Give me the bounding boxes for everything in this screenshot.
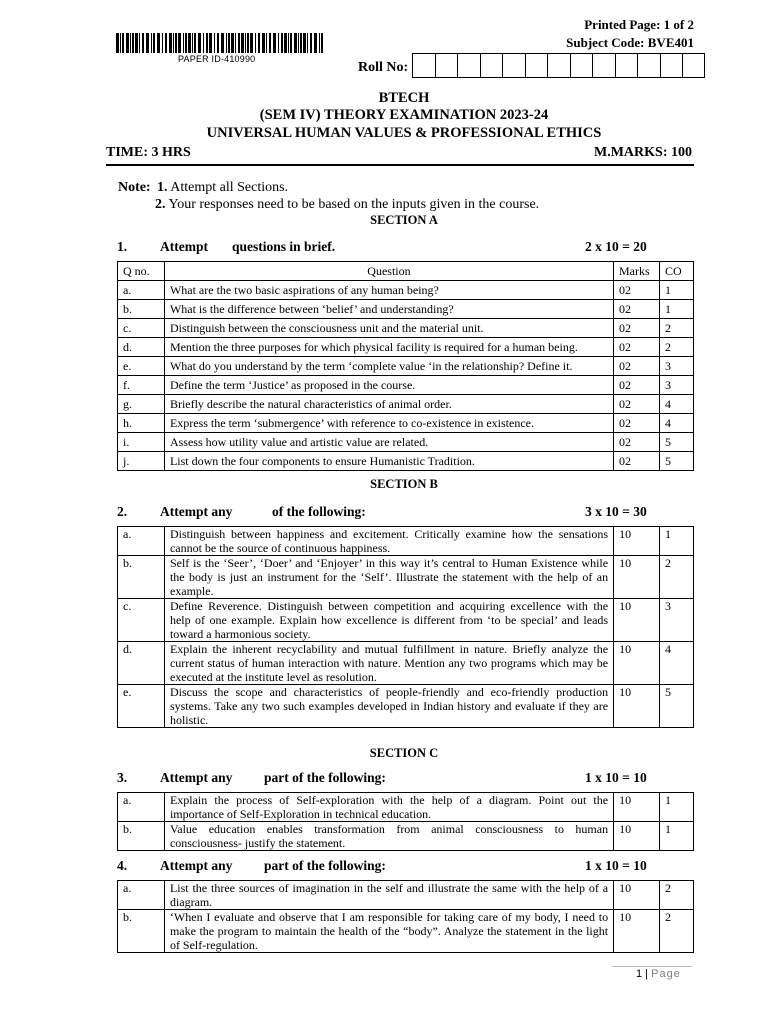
question-no: b.: [118, 556, 165, 599]
roll-no-box[interactable]: [457, 53, 480, 78]
q3-number: 3.: [117, 770, 128, 785]
col-header-co: CO: [660, 262, 694, 281]
question-text: ‘When I evaluate and observe that I am responsible for taking care of my body, I need to make the program to maintain the health of the “body”. Analyze the statement in the light of Self-regulation.: [164, 910, 613, 953]
roll-no-box[interactable]: [592, 53, 615, 78]
question-no: e.: [118, 357, 165, 376]
question-marks: 02: [614, 338, 660, 357]
question-marks: 02: [614, 433, 660, 452]
footer-rule: [612, 966, 692, 967]
q4-text-2: part of the following:: [264, 858, 386, 873]
q1-text-1: Attempt: [160, 239, 208, 254]
question-co: 4: [660, 642, 694, 685]
section-a-rows: [118, 281, 694, 471]
question-text: Discuss the scope and characteristics of people-friendly and eco-friendly production systems. Take any two such examples developed in Indian history and evaluate if they are holistic.: [164, 685, 613, 728]
note-item: [157, 180, 288, 196]
table-row: [118, 910, 694, 953]
question-text: Distinguish between the consciousness unit and the material unit.: [164, 319, 613, 338]
time-allowed: TIME: 3 HRS: [106, 145, 191, 160]
question-marks: 02: [614, 414, 660, 433]
question-no: i.: [118, 433, 165, 452]
table-row: [118, 300, 694, 319]
question-text: What is the difference between ‘belief’ and understanding?: [164, 300, 613, 319]
q3-text-2: part of the following:: [264, 770, 386, 785]
question-marks: 02: [614, 281, 660, 300]
question-no: a.: [118, 881, 165, 910]
question-marks: 02: [614, 357, 660, 376]
note-text: Attempt all Sections.: [167, 180, 289, 195]
section-b-title: SECTION B: [370, 477, 438, 491]
question-text: What are the two basic aspirations of any human being?: [164, 281, 613, 300]
question-marks: 02: [614, 452, 660, 471]
question-text: Self is the ‘Seer’, ‘Doer’ and ‘Enjoyer’ in this way it’s central to Human Existence while the body is just an instrument for the ‘Self’. Illustrate the statement with the help of an example.: [164, 556, 613, 599]
subject-title: UNIVERSAL HUMAN VALUES & PROFESSIONAL ETHICS: [206, 125, 602, 141]
table-row: [118, 319, 694, 338]
question-co: 1: [660, 300, 694, 319]
question-co: 2: [660, 910, 694, 953]
question-co: 1: [660, 281, 694, 300]
question-co: 5: [660, 433, 694, 452]
roll-no-box[interactable]: [525, 53, 548, 78]
q4-marks: 1 x 10 = 10: [585, 858, 647, 873]
question-marks: 02: [614, 376, 660, 395]
question-text: Express the term ‘submergence’ with reference to co-existence in existence.: [164, 414, 613, 433]
q1-number: 1.: [117, 239, 128, 254]
question-no: b.: [118, 300, 165, 319]
question-text: Distinguish between happiness and excitement. Critically examine how the sensations cannot be the source of continuous happiness.: [164, 527, 613, 556]
roll-no-box[interactable]: [660, 53, 683, 78]
question-no: b.: [118, 910, 165, 953]
subject-code: Subject Code: BVE401: [566, 35, 694, 50]
question-text: What do you understand by the term ‘complete value ‘in the relationship? Define it.: [164, 357, 613, 376]
table-row: [118, 556, 694, 599]
question-text: Briefly describe the natural characteristics of animal order.: [164, 395, 613, 414]
q3-text-1: Attempt any: [160, 770, 233, 785]
header-rule: [106, 164, 694, 166]
question-co: 4: [660, 414, 694, 433]
question-no: c.: [118, 599, 165, 642]
question-marks: 10: [614, 685, 660, 728]
roll-no-box[interactable]: [547, 53, 570, 78]
question-text: List down the four components to ensure Humanistic Tradition.: [164, 452, 613, 471]
question-text: Value education enables transformation from animal consciousness to human consciousness- justify the statement.: [164, 822, 613, 851]
section-b-rows: [118, 527, 694, 728]
question-text: Explain the inherent recyclability and mutual fulfillment in nature. Briefly analyze the current status of human interaction with nature. Mention any two programs which may be executed at the institute level as resolution.: [164, 642, 613, 685]
note-text: Your responses need to be based on the inputs given in the course.: [165, 197, 540, 212]
q2-number: 2.: [117, 504, 128, 519]
q2-text-1: Attempt any: [160, 504, 233, 519]
table-row: [118, 338, 694, 357]
roll-no-box[interactable]: [570, 53, 593, 78]
table-row: [118, 685, 694, 728]
question-text: List the three sources of imagination in the self and illustrate the same with the help of a diagram.: [164, 881, 613, 910]
q4-table: [117, 880, 694, 953]
page-footer: [636, 968, 681, 980]
table-row: [118, 281, 694, 300]
question-marks: 10: [614, 881, 660, 910]
exam-title: (SEM IV) THEORY EXAMINATION 2023-24: [259, 107, 549, 123]
table-row: [118, 822, 694, 851]
question-co: 5: [660, 452, 694, 471]
question-text: Mention the three purposes for which physical facility is required for a human being.: [164, 338, 613, 357]
table-row: [118, 395, 694, 414]
question-no: a.: [118, 527, 165, 556]
question-no: e.: [118, 685, 165, 728]
question-no: h.: [118, 414, 165, 433]
table-row: [118, 452, 694, 471]
table-row: [118, 376, 694, 395]
q3-rows: [118, 793, 694, 851]
question-no: j.: [118, 452, 165, 471]
col-header-qno: Q no.: [118, 262, 165, 281]
table-row: [118, 433, 694, 452]
question-text: Explain the process of Self-exploration with the help of a diagram. Point out the importance of Self-Exploration in technical education.: [164, 793, 613, 822]
section-b-table: [117, 526, 694, 728]
q2-marks: 3 x 10 = 30: [585, 504, 647, 519]
paper-id: PAPER ID-410990: [178, 54, 256, 64]
roll-no-box[interactable]: [502, 53, 525, 78]
question-co: 3: [660, 599, 694, 642]
question-co: 2: [660, 338, 694, 357]
page-number: 1: [636, 968, 643, 980]
q4-rows: [118, 881, 694, 953]
question-co: 1: [660, 822, 694, 851]
note-num: 1.: [157, 180, 168, 195]
question-co: 3: [660, 357, 694, 376]
table-header-row: [118, 262, 694, 281]
table-row: [118, 793, 694, 822]
question-no: b.: [118, 822, 165, 851]
question-marks: 10: [614, 910, 660, 953]
question-co: 1: [660, 527, 694, 556]
q4-number: 4.: [117, 858, 128, 873]
table-row: [118, 414, 694, 433]
table-row: [118, 599, 694, 642]
question-co: 2: [660, 556, 694, 599]
note-item: [155, 197, 539, 213]
question-no: d.: [118, 642, 165, 685]
section-a-table: [117, 261, 694, 471]
roll-no-box[interactable]: [682, 53, 705, 78]
question-co: 4: [660, 395, 694, 414]
roll-no-box[interactable]: [637, 53, 660, 78]
page-word: Page: [651, 968, 681, 980]
question-no: d.: [118, 338, 165, 357]
table-row: [118, 527, 694, 556]
program-title: BTECH: [378, 90, 430, 106]
table-row: [118, 642, 694, 685]
question-text: Define Reverence. Distinguish between competition and acquiring excellence with the help of one example. Explain how excellence is different from ‘to be special’ and leads toward a harmonious society.: [164, 599, 613, 642]
question-marks: 10: [614, 793, 660, 822]
roll-no-box[interactable]: [435, 53, 458, 78]
question-marks: 02: [614, 319, 660, 338]
roll-no-box[interactable]: [480, 53, 503, 78]
question-text: Assess how utility value and artistic value are related.: [164, 433, 613, 452]
page-separator: |: [642, 968, 652, 980]
table-row: [118, 357, 694, 376]
max-marks: M.MARKS: 100: [594, 145, 692, 160]
question-marks: 10: [614, 599, 660, 642]
question-co: 5: [660, 685, 694, 728]
question-text: Define the term ‘Justice’ as proposed in the course.: [164, 376, 613, 395]
roll-no-boxes[interactable]: [412, 53, 705, 78]
question-marks: 02: [614, 300, 660, 319]
question-no: f.: [118, 376, 165, 395]
question-no: a.: [118, 281, 165, 300]
barcode: [116, 33, 324, 53]
question-no: c.: [118, 319, 165, 338]
question-co: 1: [660, 793, 694, 822]
q4-text-1: Attempt any: [160, 858, 233, 873]
roll-no-box[interactable]: [412, 53, 435, 78]
question-marks: 10: [614, 556, 660, 599]
question-co: 2: [660, 881, 694, 910]
q1-marks: 2 x 10 = 20: [585, 239, 647, 254]
table-row: [118, 881, 694, 910]
q2-text-2: of the following:: [272, 504, 366, 519]
section-c-title: SECTION C: [369, 746, 439, 760]
roll-no-box[interactable]: [615, 53, 638, 78]
question-marks: 10: [614, 822, 660, 851]
note-num: 2.: [155, 197, 166, 212]
col-header-marks: Marks: [614, 262, 660, 281]
question-no: g.: [118, 395, 165, 414]
q3-table: [117, 792, 694, 851]
roll-no-label: Roll No:: [358, 60, 409, 75]
question-co: 2: [660, 319, 694, 338]
question-marks: 10: [614, 642, 660, 685]
question-no: a.: [118, 793, 165, 822]
note-label: Note:: [118, 180, 151, 195]
q1-text-2: questions in brief.: [232, 239, 336, 254]
col-header-question: Question: [164, 262, 613, 281]
section-a-title: SECTION A: [370, 213, 438, 227]
question-co: 3: [660, 376, 694, 395]
printed-page: Printed Page: 1 of 2: [584, 17, 694, 32]
question-marks: 10: [614, 527, 660, 556]
question-marks: 02: [614, 395, 660, 414]
q3-marks: 1 x 10 = 10: [585, 770, 647, 785]
